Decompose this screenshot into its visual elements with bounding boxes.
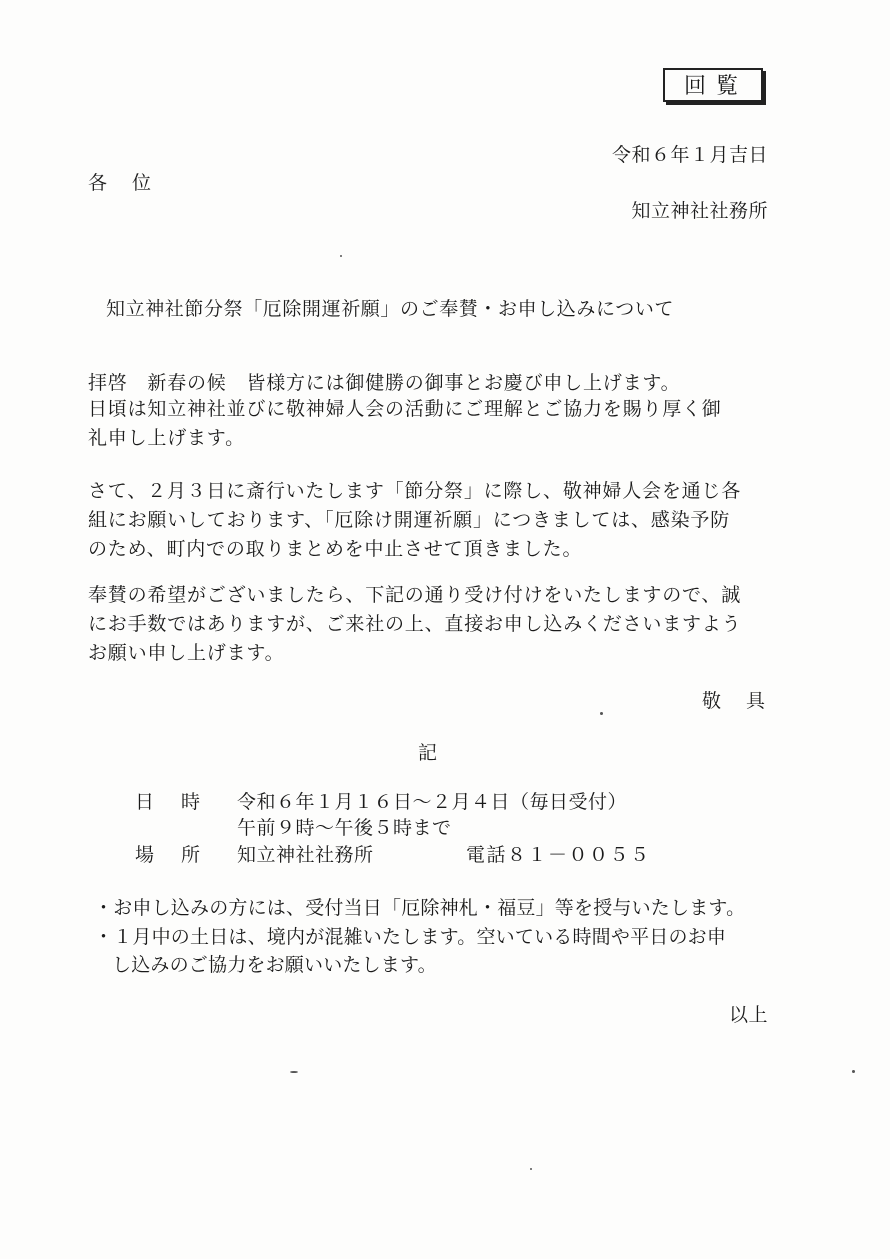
datetime-value: 令和６年１月１６日～２月４日（毎日受付） <box>237 791 628 813</box>
paragraph-line: 礼申し上げます。 <box>88 427 245 449</box>
sender-name: 知立神社社務所 <box>631 200 768 222</box>
paragraph-line: 日頃は知立神社並びに敬神婦人会の活動にご理解とご協力を賜り厚く御 <box>88 398 722 420</box>
paragraph-line: 組にお願いしております、「厄除け開運祈願」につきましては、感染予防 <box>88 509 731 531</box>
scan-speck <box>290 1071 298 1073</box>
datetime-label: 日 時 <box>135 791 205 813</box>
document-subject: 知立神社節分祭「厄除開運祈願」のご奉賛・お申し込みについて <box>106 298 675 320</box>
datetime-hours: 午前９時～午後５時まで <box>237 817 452 839</box>
document-date: 令和６年１月吉日 <box>611 144 768 166</box>
paragraph-line: にお手数ではありますが、ご来社の上、直接お申し込みくださいますよう <box>88 613 742 635</box>
place-value: 知立神社社務所 <box>237 844 374 866</box>
scan-speck <box>852 1070 855 1073</box>
ki-heading: 記 <box>418 742 438 764</box>
paragraph-line: お願い申し上げます。 <box>88 642 285 664</box>
paragraph-line: 奉賛の希望がございましたら、下記の通り受け付けをいたしますので、誠 <box>88 584 742 606</box>
closing-phrase: 敬 具 <box>701 690 768 712</box>
end-mark: 以上 <box>728 1004 768 1026</box>
place-label: 場 所 <box>135 844 205 866</box>
note-line: ・１月中の土日は、境内が混雑いたします。空いている時間や平日のお申 <box>94 926 727 948</box>
scan-speck <box>600 712 603 715</box>
addressee: 各 位 <box>88 172 155 194</box>
scan-speck <box>340 255 342 257</box>
paragraph-line: さて、２月３日に斎行いたします「節分祭」に際し、敬神婦人会を通じ各 <box>88 480 742 502</box>
paragraph-line: 拝啓 新春の候 皆様方には御健勝の御事とお慶び申し上げます。 <box>88 372 681 394</box>
note-line: ・お申し込みの方には、受付当日「厄除神札・福豆」等を授与いたします。 <box>94 897 746 919</box>
phone-number: 電話８１－００５５ <box>466 844 651 866</box>
circulation-stamp: 回覧 <box>663 68 763 102</box>
note-line: し込みのご協力をお願いいたします。 <box>112 954 437 976</box>
paragraph-line: のため、町内での取りまとめを中止させて頂きました。 <box>88 538 583 560</box>
scan-speck <box>530 1168 532 1170</box>
